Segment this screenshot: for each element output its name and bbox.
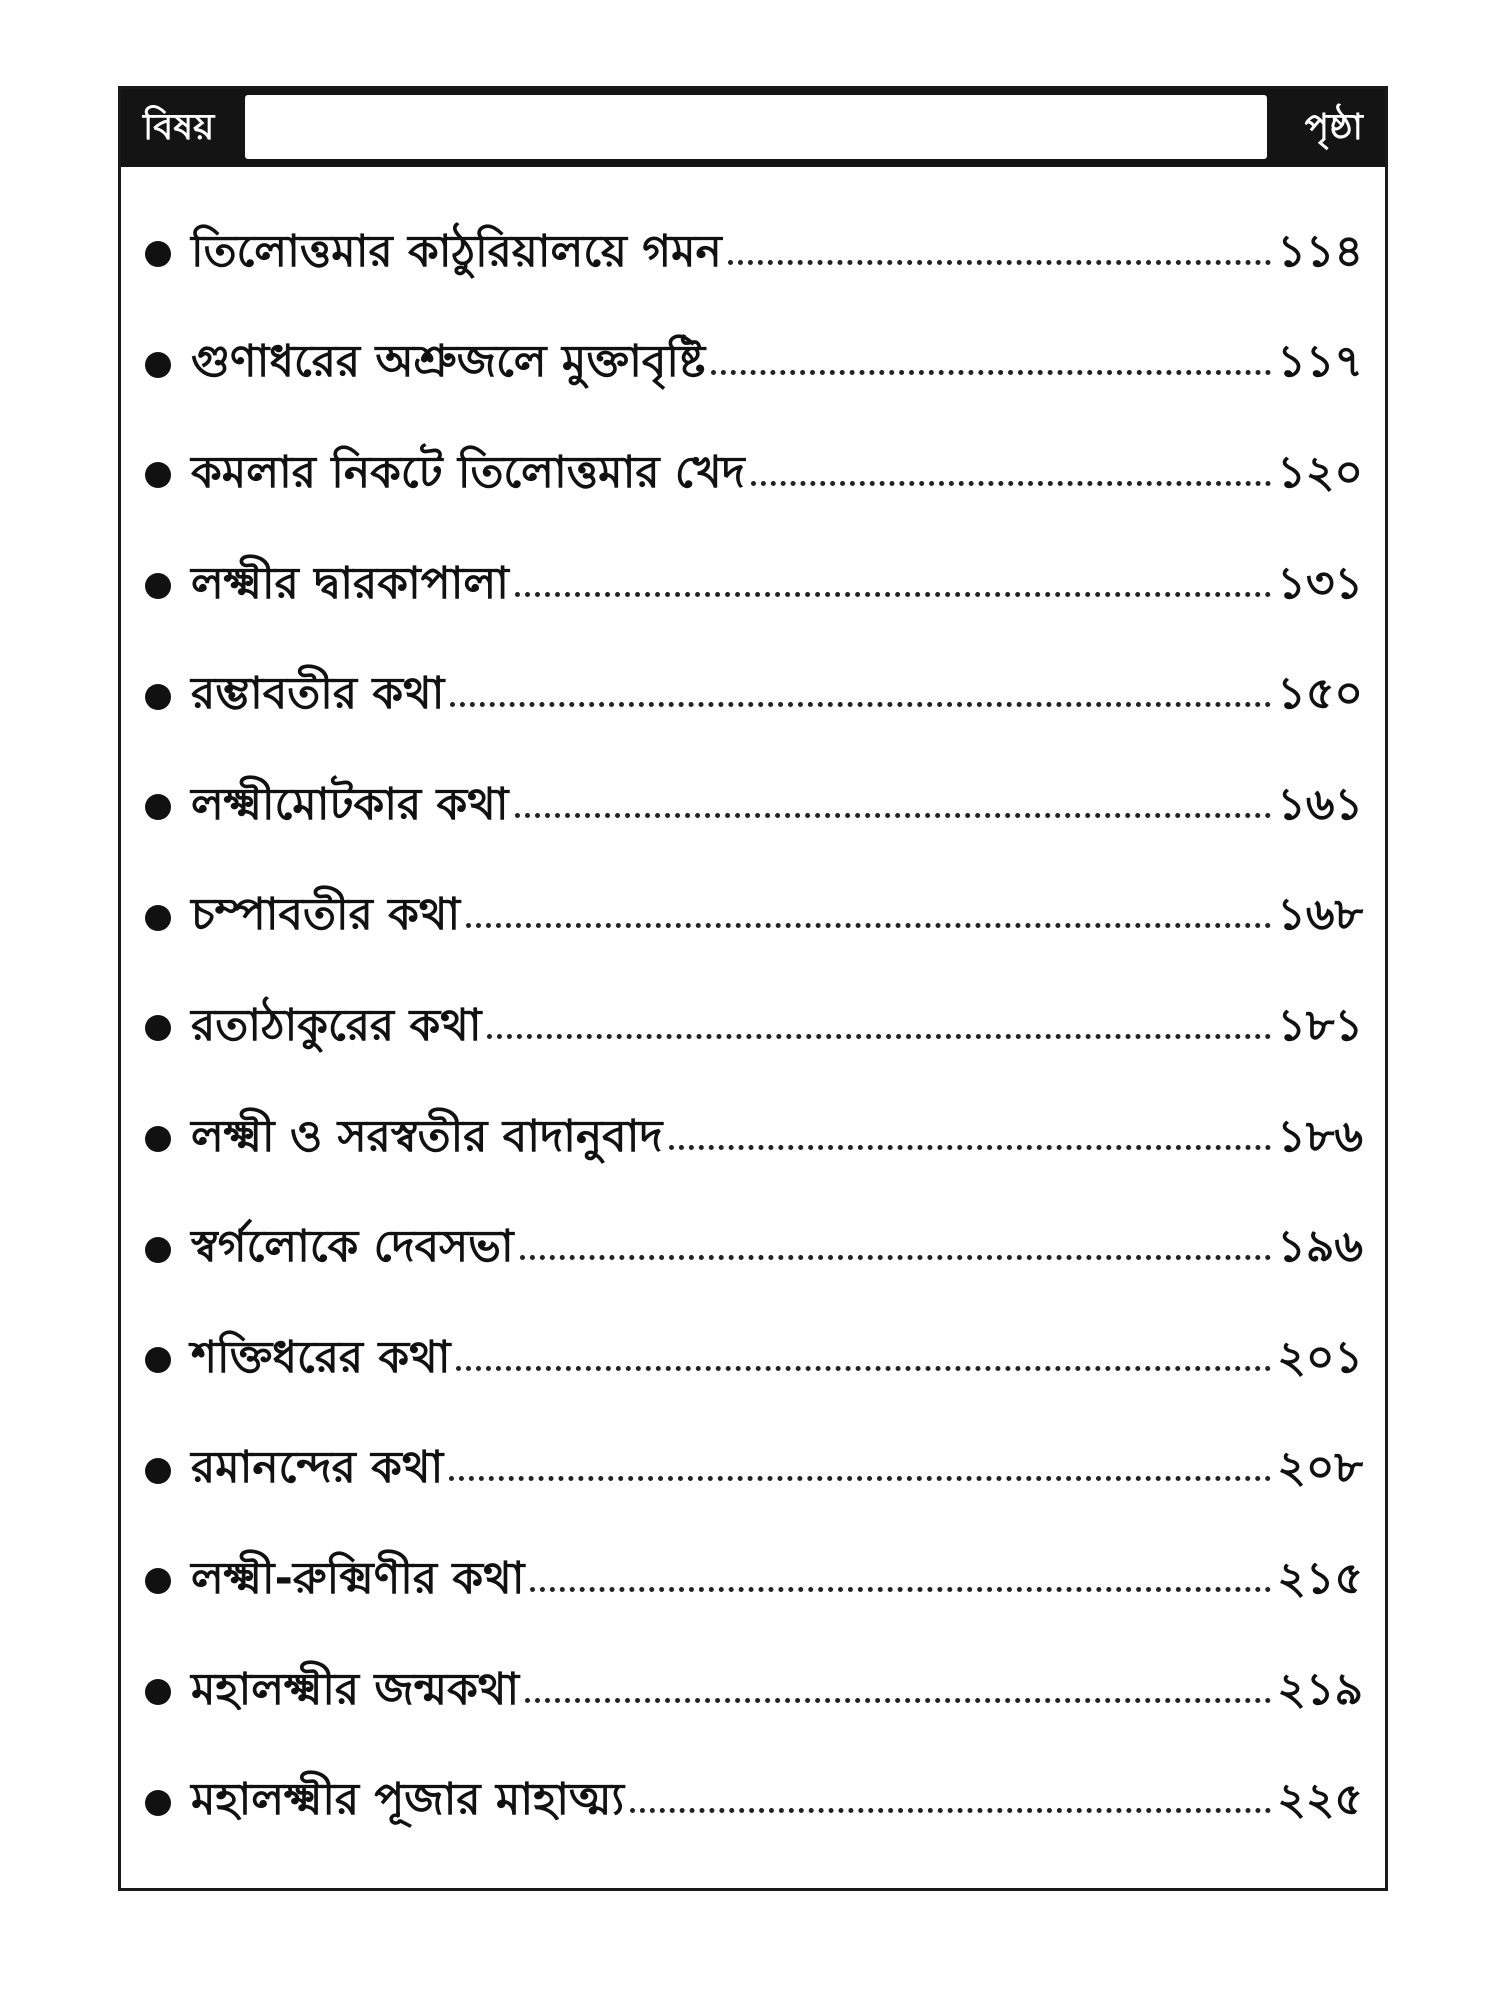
toc-entry[interactable] (121, 420, 1385, 531)
entry-title: গুণাধরের অশ্রুজলে মুক্তাবৃষ্টি (191, 336, 706, 388)
entry-title: লক্ষ্মী-রুক্মিণীর কথা (191, 1552, 525, 1604)
dot-leader (751, 481, 1271, 486)
toc-header (121, 89, 1385, 167)
bullet-icon (145, 1568, 171, 1594)
entry-title: মহালক্ষ্মীর পূজার মাহাত্ম্য (191, 1774, 625, 1826)
entry-title: স্বর্গলোকে দেবসভা (191, 1221, 514, 1273)
entry-title: চম্পাবতীর কথা (191, 889, 461, 941)
dot-leader (487, 1034, 1271, 1039)
bullet-icon (145, 1237, 171, 1263)
toc-entry[interactable] (121, 531, 1385, 642)
entry-title: রমানন্দের কথা (191, 1442, 444, 1494)
bullet-icon (145, 1015, 171, 1041)
table-of-contents (118, 86, 1388, 1891)
toc-entry[interactable] (121, 1637, 1385, 1748)
dot-leader (520, 1255, 1272, 1260)
dot-leader (450, 702, 1271, 707)
bullet-icon (145, 241, 171, 267)
toc-entry[interactable] (121, 1305, 1385, 1416)
bullet-icon (145, 573, 171, 599)
entry-page-number: ১১৪ (1277, 225, 1363, 277)
entry-page-number: ২১৯ (1277, 1663, 1363, 1715)
dot-leader (456, 1366, 1271, 1371)
bullet-icon (145, 905, 171, 931)
dot-leader (525, 1698, 1271, 1703)
bullet-icon (145, 684, 171, 710)
toc-list (121, 199, 1385, 1858)
dot-leader (515, 813, 1272, 818)
toc-entry[interactable] (121, 752, 1385, 863)
dot-leader (449, 1476, 1271, 1481)
toc-entry[interactable] (121, 1084, 1385, 1195)
toc-entry[interactable] (121, 1194, 1385, 1305)
bullet-icon (145, 1347, 171, 1373)
toc-entry[interactable] (121, 641, 1385, 752)
dot-leader (711, 370, 1271, 375)
entry-page-number: ১৩১ (1277, 557, 1363, 609)
entry-title: রম্ভাবতীর কথা (191, 668, 445, 720)
entry-title: মহালক্ষ্মীর জন্মকথা (191, 1663, 520, 1715)
bullet-icon (145, 794, 171, 820)
header-bar (245, 95, 1267, 159)
dot-leader (515, 592, 1271, 597)
dot-leader (466, 923, 1271, 928)
entry-page-number: ২০৮ (1277, 1442, 1363, 1494)
entry-page-number: ১২০ (1277, 446, 1363, 498)
bullet-icon (145, 462, 171, 488)
entry-page-number: ২২৫ (1277, 1774, 1363, 1826)
entry-page-number: ২০১ (1277, 1331, 1363, 1383)
toc-entry[interactable] (121, 973, 1385, 1084)
dot-leader (530, 1587, 1271, 1592)
entry-page-number: ১৮৬ (1277, 1110, 1363, 1162)
toc-entry[interactable] (121, 310, 1385, 421)
bullet-icon (145, 1790, 171, 1816)
dot-leader (630, 1808, 1271, 1813)
entry-title: লক্ষ্মীর দ্বারকাপালা (191, 557, 509, 609)
bullet-icon (145, 1458, 171, 1484)
entry-page-number: ১৯৬ (1277, 1221, 1363, 1273)
toc-entry[interactable] (121, 863, 1385, 974)
entry-page-number: ১৬১ (1277, 778, 1363, 830)
toc-entry[interactable] (121, 1416, 1385, 1527)
subject-header: বিষয় (143, 107, 215, 148)
entry-page-number: ২১৫ (1277, 1552, 1363, 1604)
bullet-icon (145, 352, 171, 378)
entry-title: কমলার নিকটে তিলোত্তমার খেদ (191, 446, 745, 498)
entry-title: তিলোত্তমার কাঠুরিয়ালয়ে গমন (191, 225, 722, 277)
entry-title: লক্ষ্মীমোটকার কথা (191, 778, 509, 830)
toc-entry[interactable] (121, 199, 1385, 310)
page-header: পৃষ্ঠা (1304, 107, 1363, 148)
entry-page-number: ১১৭ (1277, 336, 1363, 388)
bullet-icon (145, 1126, 171, 1152)
toc-entry[interactable] (121, 1526, 1385, 1637)
entry-page-number: ১৮১ (1277, 999, 1363, 1051)
entry-title: রতাঠাকুরের কথা (191, 999, 482, 1051)
toc-entry[interactable] (121, 1747, 1385, 1858)
dot-leader (669, 1145, 1272, 1150)
entry-title: লক্ষ্মী ও সরস্বতীর বাদানুবাদ (191, 1110, 663, 1162)
dot-leader (728, 260, 1272, 265)
entry-page-number: ১৬৮ (1277, 889, 1363, 941)
entry-title: শক্তিধরের কথা (191, 1331, 451, 1383)
entry-page-number: ১৫০ (1277, 668, 1363, 720)
bullet-icon (145, 1679, 171, 1705)
